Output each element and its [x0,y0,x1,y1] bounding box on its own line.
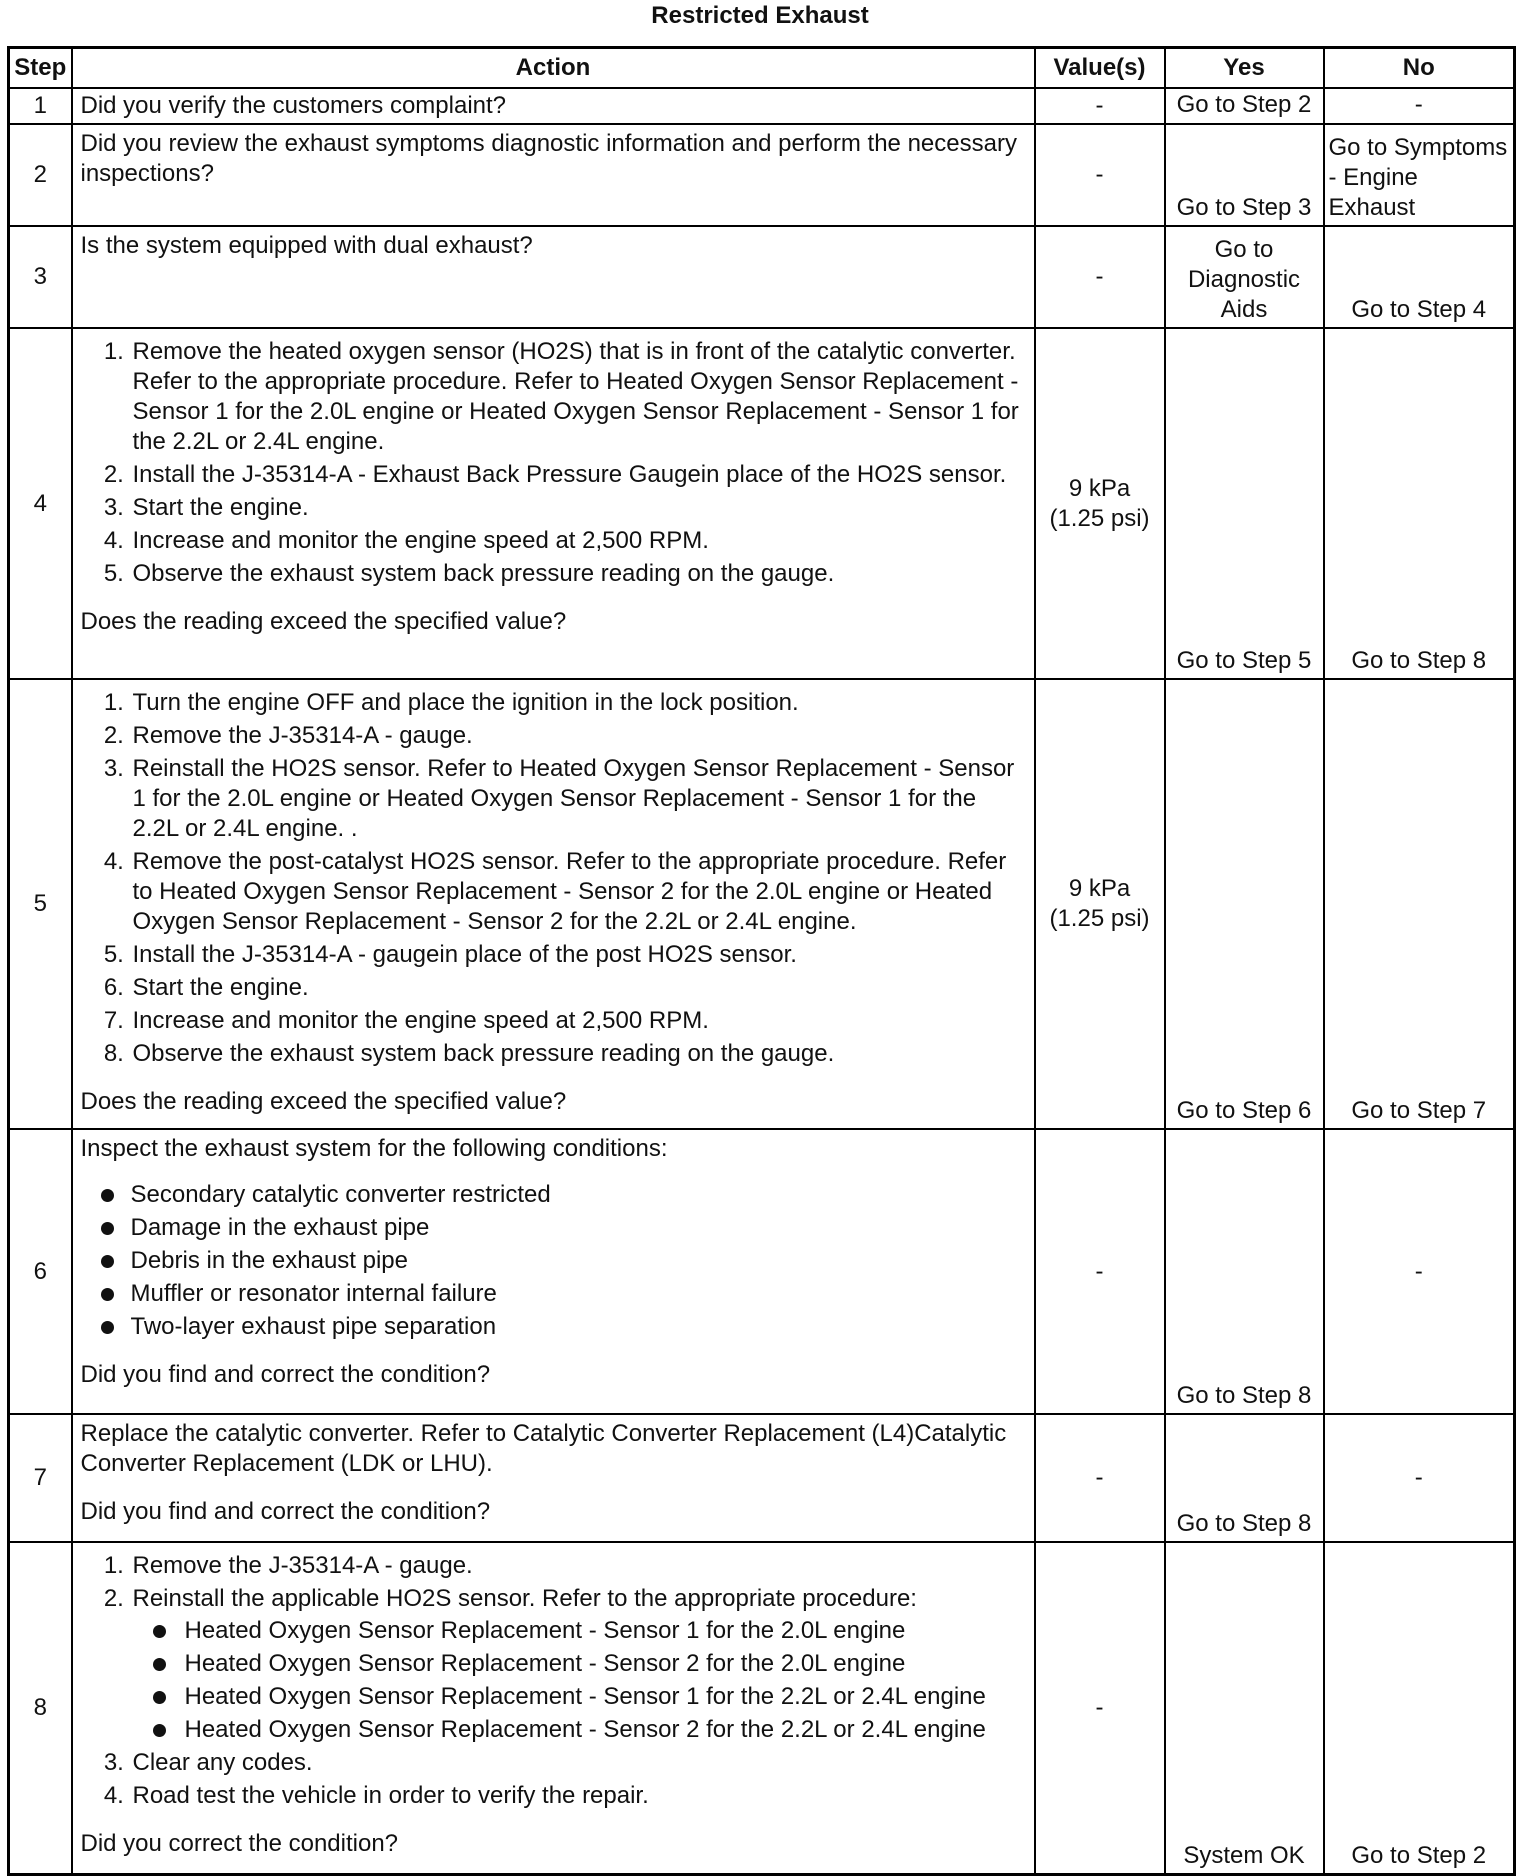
diagnostic-table [7,46,1516,1876]
action-cell [72,679,1035,1129]
step-number: 5 [9,679,72,1129]
yes-cell: Go to Step 3 [1165,124,1324,226]
value-cell: - [1035,124,1165,226]
action-text: Did you verify the customers complaint? [72,88,1035,124]
value-kpa: 9 kPa [1068,474,1131,502]
yes-cell: Go to Step 2 [1165,88,1324,124]
value-cell: - [1035,1542,1165,1874]
page-title: Restricted Exhaust [651,2,869,29]
value-psi: (1.25 psi) [1049,504,1150,532]
list-item: Secondary catalytic converter restricted [131,1180,1026,1210]
sublist-item: Heated Oxygen Sensor Replacement - Sensor 1 for the 2.2L or 2.4L engine [183,1682,1026,1712]
value-cell: - [1035,1414,1165,1542]
sublist-item: Heated Oxygen Sensor Replacement - Sensor 2 for the 2.0L engine [183,1649,1026,1679]
yes-cell: Go to Step 8 [1165,1414,1324,1542]
condition-list [81,1180,1026,1342]
table-row [9,1542,1515,1874]
list-item: 3. Start the engine. [131,493,1026,523]
list-item: 4. Increase and monitor the engine speed at 2,500 RPM. [131,526,1026,556]
table-row [9,226,1515,328]
header-action: Action [72,48,1035,89]
yes-cell: Go to Diagnostic Aids [1165,226,1324,328]
sublist-item: Heated Oxygen Sensor Replacement - Sensor 2 for the 2.2L or 2.4L engine [183,1715,1026,1745]
no-cell: Go to Symptoms - Engine Exhaust [1324,124,1515,226]
list-item: Damage in the exhaust pipe [131,1213,1026,1243]
action-text: Replace the catalytic converter. Refer to Catalytic Converter Replacement (L4)Catalytic Converter Replacement (LDK or LHU). [80,1420,1007,1477]
list-item [131,1584,1026,1745]
list-item: 5. Observe the exhaust system back pressure reading on the gauge. [131,559,1026,589]
table-row [9,88,1515,124]
header-values: Value(s) [1035,48,1165,89]
value-cell: - [1035,226,1165,328]
step-number: 8 [9,1542,72,1874]
action-text: Is the system equipped with dual exhaust? [72,226,1035,328]
header-no: No [1324,48,1515,89]
step-number: 3 [9,226,72,328]
list-item: Muffler or resonator internal failure [131,1279,1026,1309]
step-number: 6 [9,1129,72,1414]
value-kpa: 9 kPa [1068,875,1131,902]
list-item: 5. Install the J-35314-A - gaugein place of the post HO2S sensor. [131,940,1026,970]
no-cell: - [1324,88,1515,124]
step-number: 1 [9,88,72,124]
value-cell [1035,679,1165,1129]
no-cell: Go to Step 2 [1324,1542,1515,1874]
list-item: 3. Reinstall the HO2S sensor. Refer to Heated Oxygen Sensor Replacement - Sensor 1 for the 2.0L engine or Heated Oxygen Sensor Replacement - Sensor 1 for the 2.2L or 2.4L engine. . [131,754,1026,844]
value-cell [1035,328,1165,679]
value-cell: - [1035,88,1165,124]
sublist-item: Heated Oxygen Sensor Replacement - Sensor 1 for the 2.0L engine [183,1616,1026,1646]
list-item: 1. Turn the engine OFF and place the ignition in the lock position. [131,688,1026,718]
header-step: Step [9,48,72,89]
yes-cell: Go to Step 6 [1165,679,1324,1129]
list-item: 6. Start the engine. [131,973,1026,1003]
list-item: Debris in the exhaust pipe [131,1246,1026,1276]
value-cell: - [1035,1129,1165,1414]
table-row [9,679,1515,1129]
no-cell: - [1324,1414,1515,1542]
list-item: 1. Remove the heated oxygen sensor (HO2S) that is in front of the catalytic converter. Refer to the appropriate procedure. Refer to Heated Oxygen Sensor Replacement - Sensor 1 for the 2.0L engine or Heated Oxygen Sensor Replacement - Sensor 1 for the 2.2L or 2.4L engine. [131,337,1026,457]
table-row [9,1129,1515,1414]
no-cell: Go to Step 4 [1324,226,1515,328]
list-item: 7. Increase and monitor the engine speed at 2,500 RPM. [131,1006,1026,1036]
action-cell [72,1542,1035,1874]
no-cell: - [1324,1129,1515,1414]
step-number: 4 [9,328,72,679]
question-text: Does the reading exceed the specified value? [80,1088,567,1115]
list-item: 4. Remove the post-catalyst HO2S sensor. Refer to the appropriate procedure. Refer to Heated Oxygen Sensor Replacement - Sensor 2 for the 2.0L engine or Heated Oxygen Sensor Replacement - Sensor 2 for the 2.2L or 2.4L engine. [131,847,1026,937]
question-text: Does the reading exceed the specified value? [80,608,567,635]
list-item: 8. Observe the exhaust system back pressure reading on the gauge. [131,1039,1026,1069]
no-cell: Go to Step 8 [1324,328,1515,679]
yes-cell: System OK [1165,1542,1324,1874]
procedure-list [81,688,1026,1069]
table-row [9,328,1515,679]
procedure-sublist [133,1616,1026,1745]
action-text: Did you review the exhaust symptoms diagnostic information and perform the necessary inspections? [72,124,1035,226]
header-row [9,48,1515,89]
list-item: 3. Clear any codes. [131,1748,1026,1778]
list-item: 2. Remove the J-35314-A - gauge. [131,721,1026,751]
question-text: Did you find and correct the condition? [80,1361,491,1388]
table-row [9,1414,1515,1542]
list-item: 4. Road test the vehicle in order to verify the repair. [131,1781,1026,1811]
value-psi: (1.25 psi) [1049,905,1150,932]
question-text: Did you correct the condition? [80,1830,399,1857]
table-row [9,124,1515,226]
procedure-list [81,1551,1026,1811]
header-yes: Yes [1165,48,1324,89]
question-text: Did you find and correct the condition? [80,1498,491,1525]
list-item: Two-layer exhaust pipe separation [131,1312,1026,1342]
action-cell [72,1414,1035,1542]
yes-cell: Go to Step 8 [1165,1129,1324,1414]
action-cell [72,328,1035,679]
list-item: 2. Install the J-35314-A - Exhaust Back Pressure Gaugein place of the HO2S sensor. [131,460,1026,490]
yes-cell: Go to Step 5 [1165,328,1324,679]
step-number: 7 [9,1414,72,1542]
step-number: 2 [9,124,72,226]
list-item: 1. Remove the J-35314-A - gauge. [131,1551,1026,1581]
intro-text: Inspect the exhaust system for the following conditions: [80,1135,668,1162]
no-cell: Go to Step 7 [1324,679,1515,1129]
list-item-text: Reinstall the applicable HO2S sensor. Refer to the appropriate procedure: [132,1585,917,1612]
action-cell [72,1129,1035,1414]
procedure-list [81,337,1026,589]
